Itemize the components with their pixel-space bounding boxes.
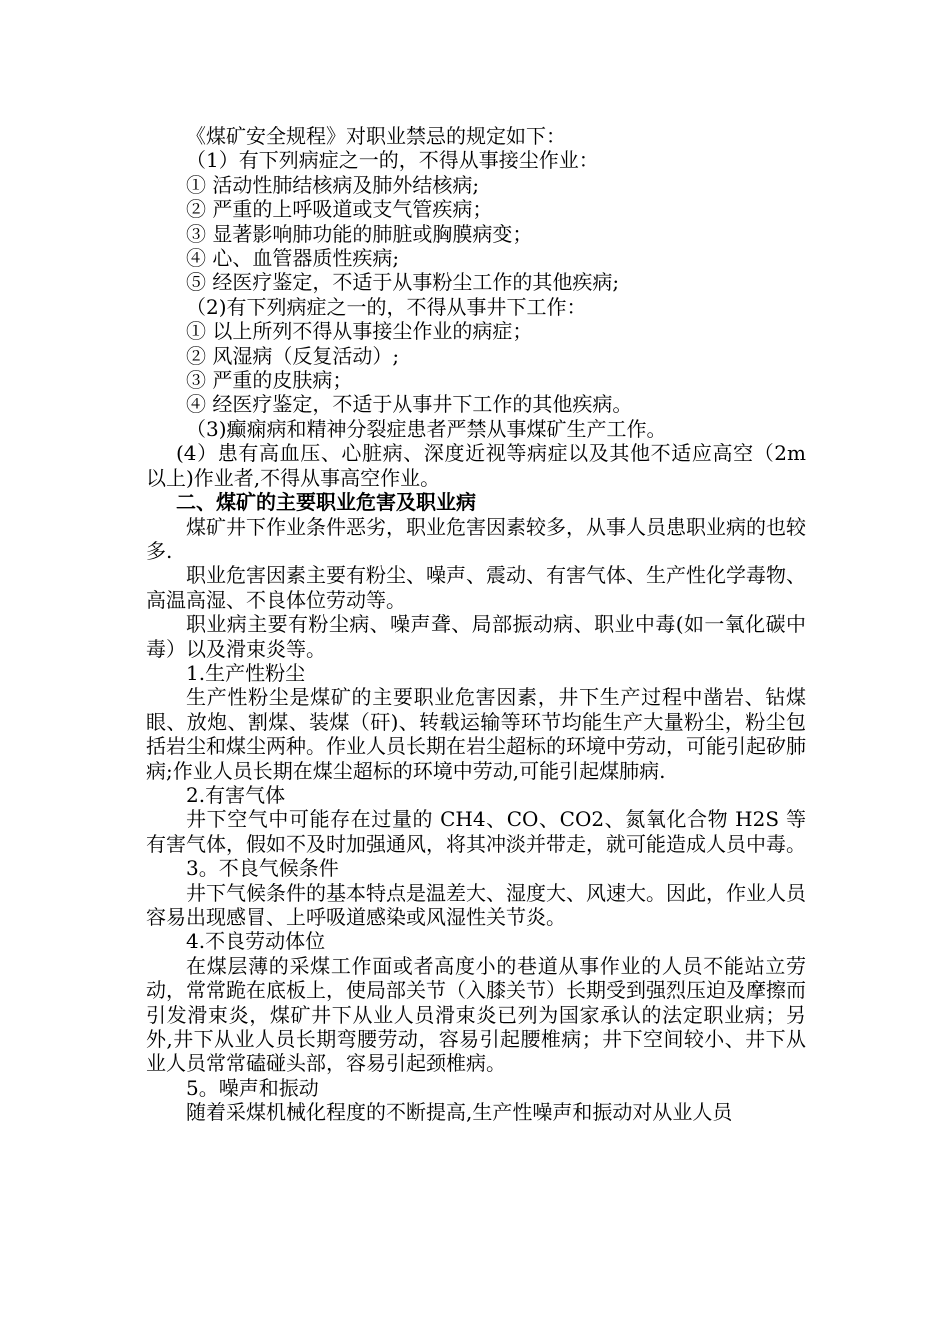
subsection-heading: 3。不良气候条件 [186, 856, 339, 881]
paragraph: 井下空气中可能存在过量的 CH4、CO、CO2、氮氧化合物 H2S 等有害气体，假如不及时加强通风，将其冲淡并带走，就可能造成人员中毒。 [146, 807, 806, 856]
paragraph: 生产性粉尘是煤矿的主要职业危害因素，井下生产过程中凿岩、钻煤眼、放炮、割煤、装煤（矸)、转载运输等环节均能生产大量粉尘，粉尘包括岩尘和煤尘两种。作业人员长期在岩尘超标的环境中劳动，可能引起矽肺病;作业人员长期在煤尘超标的环境中劳动,可能引起煤肺病. [146, 685, 806, 783]
paragraph: 煤矿井下作业条件恶劣，职业危害因素较多，从事人员患职业病的也较多. [146, 514, 806, 563]
list-item: ① 以上所列不得从事接尘作业的病症； [186, 319, 533, 344]
subsection-heading: 4.不良劳动体位 [186, 929, 326, 954]
list-item: ⑤ 经医疗鉴定，不适于从事粉尘工作的其他疾病; [186, 270, 620, 295]
list-item: （1）有下列病症之一的，不得从事接尘作业： [186, 148, 599, 173]
paragraph: 职业危害因素主要有粉尘、噪声、震动、有害气体、生产性化学毒物、高温高湿、不良体位劳动等。 [146, 563, 806, 612]
list-item: （3)癫痫病和精神分裂症患者严禁从事煤矿生产工作。 [186, 416, 667, 441]
list-item: ④ 心、血管器质性疾病; [186, 246, 400, 271]
paragraph: 井下气候条件的基本特点是温差大、湿度大、风速大。因此，作业人员容易出现感冒、上呼吸道感染或风湿性关节炎。 [146, 880, 806, 929]
paragraph: 随着采煤机械化程度的不断提高,生产性噪声和振动对从业人员 [186, 1100, 733, 1125]
document-page [146, 124, 806, 1125]
list-item: ④ 经医疗鉴定，不适于从事井下工作的其他疾病。 [186, 392, 633, 417]
subsection-heading: 2.有害气体 [186, 782, 286, 807]
list-item: ② 风湿病（反复活动）; [186, 343, 400, 368]
list-item: ② 严重的上呼吸道或支气管疾病； [186, 197, 493, 222]
paragraph: 《煤矿安全规程》对职业禁忌的规定如下： [186, 124, 566, 148]
paragraph: 在煤层薄的采煤工作面或者高度小的巷道从事作业的人员不能站立劳动，常常跪在底板上，使局部关节（入膝关节）长期受到强烈压迫及摩擦而引发滑束炎，煤矿井下从业人员滑束炎已列为国家承认的法定职业病；另外,井下从业人员长期弯腰劳动，容易引起腰椎病；井下空间较小、井下从业人员常常磕碰头部，容易引起颈椎病。 [146, 953, 806, 1076]
subsection-heading: 5。噪声和振动 [186, 1075, 319, 1100]
subsection-heading: 1.生产性粉尘 [186, 660, 306, 685]
list-item: ③ 显著影响肺功能的肺脏或胸膜病变； [186, 221, 533, 246]
section-heading: 二、煤矿的主要职业危害及职业病 [176, 490, 476, 515]
list-item: (4）患有高血压、心脏病、深度近视等病症以及其他不适应高空（2m 以上)作业者,不得从事高空作业。 [146, 441, 806, 490]
paragraph: 职业病主要有粉尘病、噪声聋、局部振动病、职业中毒(如一氧化碳中毒）以及滑束炎等。 [146, 612, 806, 661]
list-item: ③ 严重的皮肤病； [186, 368, 353, 393]
list-item: ① 活动性肺结核病及肺外结核病; [186, 172, 480, 197]
list-item: （2)有下列病症之一的，不得从事井下工作： [186, 294, 587, 319]
